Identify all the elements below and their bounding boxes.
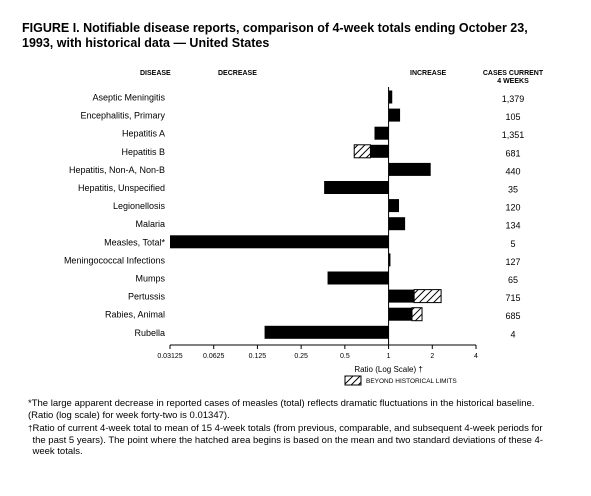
case-count: 105 — [505, 112, 521, 123]
bar — [374, 127, 388, 140]
ratio-footnote — [28, 423, 556, 458]
disease-label: Hepatitis, Non-A, Non-B — [68, 164, 165, 175]
x-tick-label: 0.0625 — [203, 353, 225, 360]
cases-header-line2: 4 WEEKS — [497, 78, 529, 85]
bar — [389, 253, 391, 266]
disease-label: Aseptic Meningitis — [92, 92, 165, 103]
bar — [389, 308, 412, 321]
x-tick-label: 1 — [386, 353, 391, 360]
disease-label: Encephalitis, Primary — [80, 110, 165, 121]
bar — [370, 145, 388, 158]
disease-label: Legionellosis — [112, 201, 165, 212]
case-count: 4 — [510, 329, 516, 340]
cases-header-line1: CASES CURRENT — [482, 70, 544, 77]
bar — [328, 272, 389, 285]
bar — [389, 163, 431, 176]
bar — [265, 326, 389, 339]
figure-title: FIGURE I. Notifiable disease reports, comparison of 4-week totals ending October 23, 1993, with historical data — United States — [22, 21, 528, 50]
case-count: 127 — [505, 256, 521, 267]
disease-label: Mumps — [135, 273, 165, 284]
x-tick-label: 0.25 — [294, 353, 308, 360]
disease-column-header: DISEASE — [140, 70, 171, 77]
bar — [389, 91, 393, 104]
bar — [389, 199, 399, 212]
case-count: 715 — [505, 293, 521, 304]
bar — [389, 109, 400, 122]
case-count: 5 — [510, 238, 516, 249]
bar-beyond-limit — [354, 145, 370, 158]
bar-beyond-limit — [412, 308, 422, 321]
legend-swatch — [345, 376, 361, 385]
disease-label: Hepatitis B — [121, 146, 165, 157]
case-count: 440 — [505, 166, 521, 177]
disease-label: Hepatitis, Unspecified — [77, 183, 165, 193]
bar — [170, 235, 389, 248]
bar — [389, 290, 415, 303]
disease-label: Malaria — [135, 219, 165, 230]
bar-beyond-limit — [414, 290, 441, 303]
x-axis-label: Ratio (Log Scale) † — [354, 365, 423, 374]
x-tick-label: 2 — [430, 353, 435, 360]
bar — [389, 217, 406, 230]
disease-label: Rubella — [134, 327, 165, 338]
increase-header: INCREASE — [410, 70, 447, 77]
case-count: 134 — [505, 220, 521, 231]
x-tick-label: 0.03125 — [157, 353, 183, 360]
case-count: 681 — [505, 148, 521, 159]
legend-label: BEYOND HISTORICAL LIMITS — [366, 378, 457, 385]
disease-label: Pertussis — [127, 291, 165, 302]
case-count: 65 — [507, 275, 519, 285]
case-count: 35 — [507, 184, 519, 195]
bar — [324, 181, 388, 194]
disease-label: Meningococcal Infections — [63, 255, 165, 266]
x-tick-label: 4 — [474, 353, 478, 360]
footnotes — [28, 398, 556, 458]
disease-label: Rabies, Animal — [104, 309, 165, 320]
dagger-mark: † — [28, 424, 33, 433]
ratio-footnote-text: Ratio of current 4-week total to mean of 15 4-week totals (from previous, comparable, and subsequent 4-week periods for the past 5 years). The point where the hatched area begins is based on the mean and two standard deviations of these 4-week totals. — [32, 423, 543, 457]
x-tick-label: 0.5 — [339, 353, 350, 360]
decrease-header: DECREASE — [218, 70, 257, 77]
x-tick-label: 0.125 — [248, 353, 267, 360]
disease-label: Hepatitis A — [121, 128, 165, 139]
case-count: 1,379 — [501, 94, 525, 104]
disease-label: Measles, Total* — [104, 237, 165, 248]
plot-area — [64, 87, 524, 385]
measles-footnote: *The large apparent decrease in reported cases of measles (total) reflects dramatic fluctuations in the historical baseline. (Ratio (log scale) for week forty-two is 0.01347). — [28, 398, 535, 421]
case-count: 120 — [505, 202, 521, 213]
case-count: 685 — [505, 311, 521, 322]
case-count: 1,351 — [501, 130, 525, 141]
